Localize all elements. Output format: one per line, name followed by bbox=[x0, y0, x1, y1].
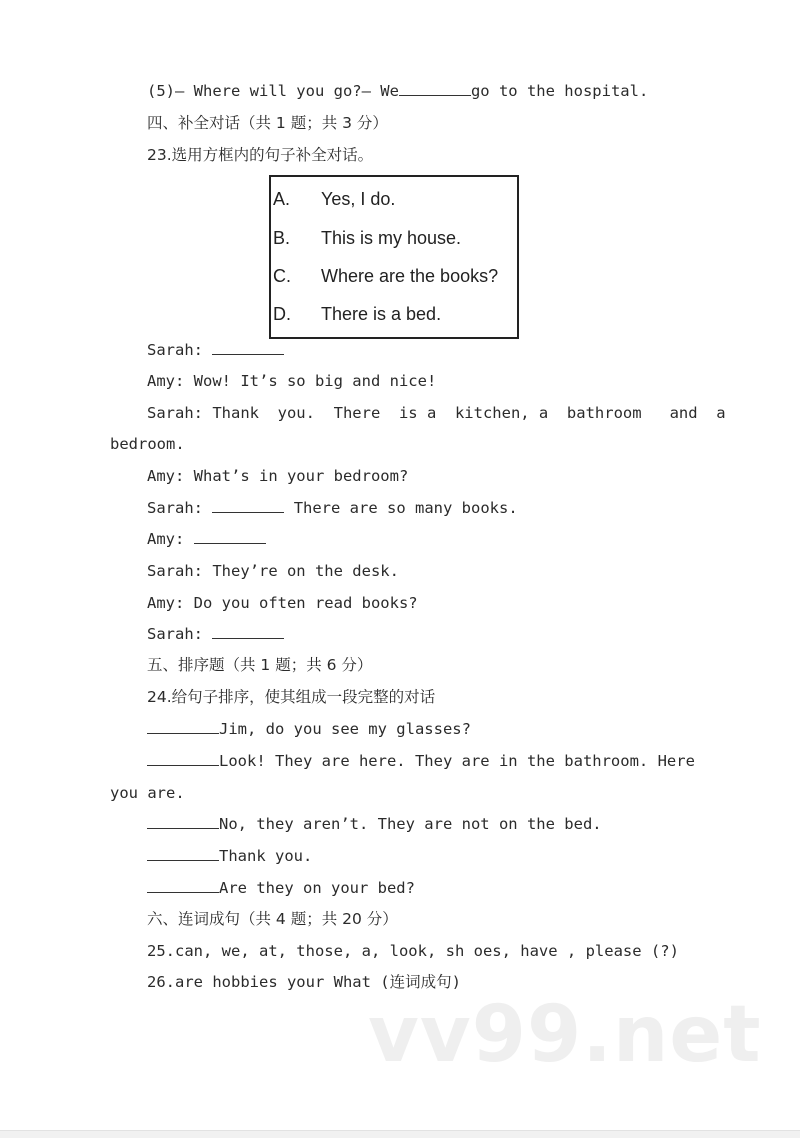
option-text: There is a bed. bbox=[321, 304, 442, 324]
order-text: Jim, do you see my glasses? bbox=[219, 720, 471, 738]
order-blank[interactable] bbox=[147, 719, 219, 734]
order-text: Are they on your bed? bbox=[219, 879, 415, 897]
options-box bbox=[269, 175, 519, 339]
speaker-amy: Amy: bbox=[147, 530, 185, 548]
option-letter: B. bbox=[273, 228, 291, 248]
dialogue-line-9 bbox=[147, 624, 284, 644]
order-item-1 bbox=[147, 719, 471, 739]
order-item-5 bbox=[147, 878, 415, 898]
dialogue-line-2: Amy: Wow! It’s so big and nice! bbox=[147, 372, 437, 390]
dialogue-line-3: Sarah: Thank you. There is a kitchen, a bathroom and a bbox=[147, 404, 726, 422]
option-a bbox=[273, 189, 395, 210]
answer-blank[interactable] bbox=[194, 529, 266, 544]
order-blank[interactable] bbox=[147, 878, 219, 893]
dialogue-line-8: Amy: Do you often read books? bbox=[147, 594, 418, 612]
q5-line bbox=[147, 81, 648, 101]
order-item-4 bbox=[147, 846, 312, 866]
option-text: This is my house. bbox=[321, 228, 462, 248]
q26-line: 26.are hobbies your What (连词成句) bbox=[147, 973, 461, 991]
order-text: Look! They are here. They are in the bathroom. Here bbox=[219, 752, 695, 770]
watermark: vv99.net bbox=[368, 990, 762, 1080]
option-b bbox=[273, 228, 461, 249]
order-item-3 bbox=[147, 814, 602, 834]
dialogue-line-4: Amy: What’s in your bedroom? bbox=[147, 467, 409, 485]
answer-blank[interactable] bbox=[212, 340, 284, 355]
option-c bbox=[273, 266, 498, 287]
speaker-sarah: Sarah: bbox=[147, 341, 203, 359]
order-item-2-cont: you are. bbox=[110, 784, 185, 802]
order-item-2 bbox=[147, 751, 695, 771]
q25-line: 25.can, we, at, those, a, look, sh oes, have , please (?) bbox=[147, 942, 679, 960]
q23-prompt: 23.选用方框内的句子补全对话。 bbox=[147, 146, 374, 164]
order-blank[interactable] bbox=[147, 751, 219, 766]
dialogue-line-6 bbox=[147, 529, 266, 549]
option-letter: A. bbox=[273, 189, 291, 209]
section6-heading: 六、连词成句（共 4 题；共 20 分） bbox=[147, 910, 398, 928]
option-text: Yes, I do. bbox=[321, 189, 396, 209]
order-blank[interactable] bbox=[147, 814, 219, 829]
section4-heading: 四、补全对话（共 1 题；共 3 分） bbox=[147, 114, 388, 132]
q5-suffix: go to the hospital. bbox=[470, 82, 649, 100]
order-text: No, they aren’t. They are not on the bed. bbox=[219, 815, 602, 833]
q5-blank[interactable] bbox=[399, 81, 471, 96]
speaker-sarah: Sarah: bbox=[147, 499, 203, 517]
order-text: Thank you. bbox=[219, 847, 313, 865]
order-blank[interactable] bbox=[147, 846, 219, 861]
q24-prompt: 24.给句子排序，使其组成一段完整的对话 bbox=[147, 688, 436, 706]
option-d bbox=[273, 304, 441, 325]
section5-heading: 五、排序题（共 1 题；共 6 分） bbox=[147, 656, 373, 674]
speaker-sarah: Sarah: bbox=[147, 625, 203, 643]
option-letter: D. bbox=[273, 304, 291, 324]
dialogue-line-1 bbox=[147, 340, 284, 360]
dialogue-line-5 bbox=[147, 498, 518, 518]
dialogue-line-7: Sarah: They’re on the desk. bbox=[147, 562, 399, 580]
dialogue-line-3-cont: bedroom. bbox=[110, 435, 185, 453]
option-text: Where are the books? bbox=[321, 266, 499, 286]
option-letter: C. bbox=[273, 266, 291, 286]
answer-blank[interactable] bbox=[212, 624, 284, 639]
answer-blank[interactable] bbox=[212, 498, 284, 513]
dialogue-text: There are so many books. bbox=[293, 499, 518, 517]
q5-prefix: (5)— Where will you go?— We bbox=[147, 82, 399, 100]
